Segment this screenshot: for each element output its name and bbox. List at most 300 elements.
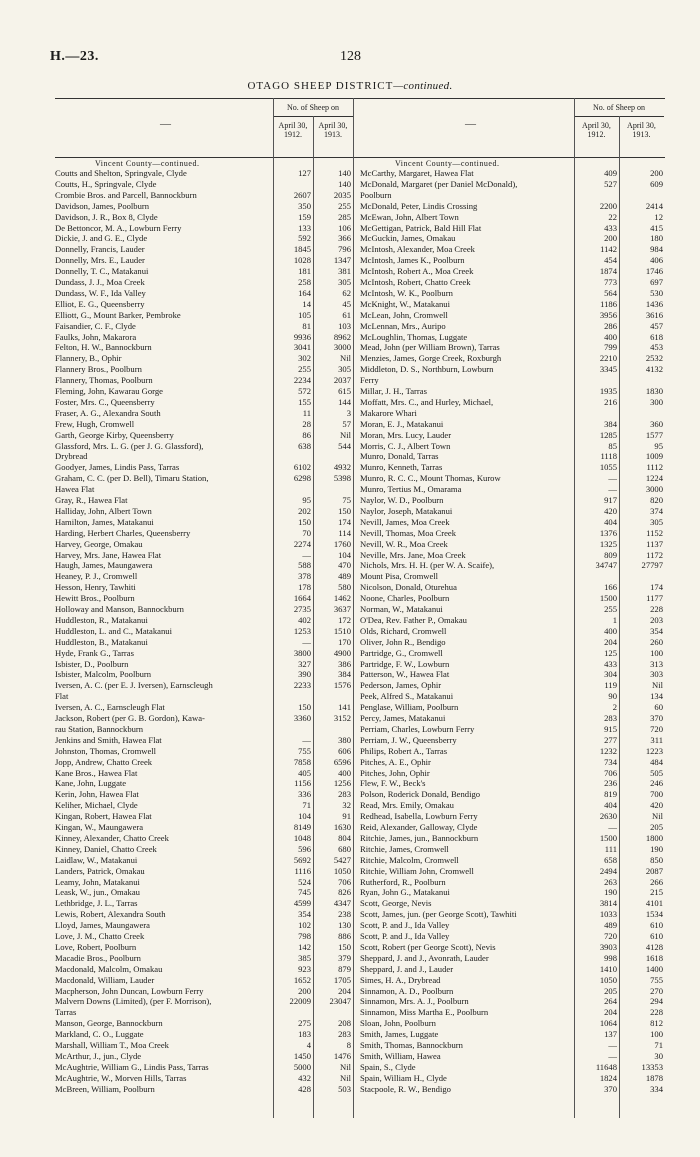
sheep-count-1913: 228 — [650, 604, 663, 614]
sheep-count-1913: 100 — [650, 647, 663, 658]
sheep-count-1913: 2414 — [645, 200, 663, 211]
table-row — [360, 310, 665, 320]
owner-name: Heaney, P. J., Cromwell — [55, 571, 138, 582]
owner-name: Munro, Kenneth, Tarras — [360, 462, 443, 473]
sheep-count-1913: 1050 — [333, 865, 351, 876]
sheep-count-1913: 1534 — [645, 909, 663, 920]
sheep-count-1912: 327 — [298, 658, 311, 669]
sheep-count-1913: 1618 — [645, 952, 663, 963]
owner-name: Hyde, Frank G., Tarras — [55, 647, 134, 658]
table-row — [55, 822, 355, 832]
sheep-count-1913: 2037 — [333, 375, 351, 386]
sheep-count-1912: 2233 — [293, 680, 311, 691]
sheep-count-1913: 3152 — [333, 713, 351, 723]
sheep-count-1912: 1376 — [599, 527, 617, 538]
table-row — [360, 342, 665, 352]
sheep-count-1913: 4932 — [333, 462, 351, 473]
sheep-count-1912: 1500 — [599, 832, 617, 843]
owner-name: Johnston, Thomas, Cromwell — [55, 745, 157, 756]
sheep-count-1913: 57 — [342, 418, 351, 429]
sheep-count-1912: 1116 — [294, 865, 311, 876]
sheep-count-1912: 166 — [604, 582, 617, 593]
sheep-count-1912: 1050 — [599, 974, 617, 985]
sheep-count-1913: 1705 — [333, 974, 351, 985]
owner-name: McIntosh, Robert, Chatto Creek — [360, 277, 471, 287]
page-number: 128 — [340, 49, 361, 64]
owner-name: Moran, E. J., Matakanui — [360, 418, 444, 429]
table-row — [55, 332, 355, 342]
table-row — [55, 397, 355, 407]
owner-name: Marshall, William T., Moa Creek — [55, 1040, 169, 1050]
owner-name: Pitches, John, Ophir — [360, 767, 430, 778]
table-row — [55, 299, 355, 309]
sheep-count-1912: 404 — [604, 800, 617, 811]
sheep-count-1912: 370 — [604, 1083, 617, 1094]
sheep-count-1913: 503 — [338, 1083, 351, 1094]
owner-name: Glassford, Mrs. L. G. (per J. G. Glassford), — [55, 440, 204, 451]
owner-name: Olds, Richard, Cromwell — [360, 625, 447, 636]
sheep-count-1913: 270 — [650, 985, 663, 996]
sheep-count-1912: — — [608, 1050, 617, 1061]
sheep-count-1913: 606 — [338, 745, 351, 756]
left-section-heading: Vincent County—continued. — [95, 159, 200, 168]
owner-name: Neville, Mrs. Jane, Moa Creek — [360, 549, 466, 560]
table-row — [360, 560, 665, 570]
sheep-count-1912: — — [302, 636, 311, 647]
table-row — [360, 1084, 665, 1094]
sheep-count-1912: 400 — [604, 331, 617, 342]
owner-name: Sheppard, J. and J., Lauder — [360, 963, 454, 974]
owner-name: McGuckin, James, Omakau — [360, 233, 456, 244]
owner-name: Dundass, J. J., Moa Creek — [55, 277, 145, 287]
table-row — [360, 484, 665, 494]
owner-name: Kerin, John, Hawea Flat — [55, 789, 139, 800]
sheep-count-1913: 505 — [650, 767, 663, 778]
sheep-count-1912: — — [608, 473, 617, 484]
owner-name: Kane, John, Luggate — [55, 778, 127, 789]
sheep-count-1912: 1845 — [293, 244, 311, 255]
owner-name: Fleming, John, Kawarau Gorge — [55, 386, 163, 396]
owner-name: Kinney, Daniel, Chatto Creek — [55, 843, 157, 854]
sheep-count-1912: 70 — [302, 527, 311, 538]
sheep-count-1913: 381 — [338, 266, 351, 277]
owner-name: Iversen, A. C., Earnscleugh Flat — [55, 702, 165, 713]
table-row — [360, 931, 665, 941]
sheep-count-1912: 1652 — [293, 974, 311, 985]
owner-name: Macpherson, John Duncan, Lowburn Ferry — [55, 985, 204, 996]
sheep-count-1913: 379 — [338, 952, 351, 963]
owner-name: Tarras — [55, 1007, 77, 1018]
table-row — [55, 1073, 355, 1083]
table-row — [55, 866, 355, 876]
sheep-count-1912: 1824 — [599, 1072, 617, 1083]
owner-name: Stacpoole, R. W., Bendigo — [360, 1083, 451, 1094]
sheep-count-1913: 384 — [338, 669, 351, 680]
sheep-count-1913: 144 — [338, 396, 351, 407]
sheep-count-1913: 283 — [338, 789, 351, 800]
table-row — [55, 179, 355, 189]
sheep-count-1913: 544 — [338, 440, 351, 451]
sheep-count-1912: 200 — [298, 985, 311, 996]
sheep-count-1913: 796 — [338, 244, 351, 255]
table-row — [55, 768, 355, 778]
sheep-count-1912: 527 — [604, 178, 617, 189]
sheep-count-1913: 283 — [338, 1029, 351, 1040]
sheep-count-1912: 283 — [604, 713, 617, 723]
sheep-count-1913: 141 — [338, 702, 351, 713]
owner-name: Scott, George, Nevis — [360, 898, 432, 909]
table-row — [360, 1051, 665, 1061]
owner-name: Rutherford, R., Poolburn — [360, 876, 446, 887]
owner-name: Love, Robert, Poolburn — [55, 941, 137, 952]
owner-name: Kingan, Robert, Hawea Flat — [55, 811, 152, 822]
owner-name: Nichols, Mrs. H. H. (per W. A. Scaife), — [360, 560, 495, 571]
sheep-count-1912: 104 — [298, 811, 311, 822]
sheep-count-1912: 304 — [604, 669, 617, 680]
table-row — [360, 822, 665, 832]
table-row — [55, 190, 355, 200]
table-row — [55, 920, 355, 930]
owner-name: Noone, Charles, Poolburn — [360, 593, 450, 604]
sheep-count-1912: 799 — [604, 342, 617, 353]
sheep-count-1913: 680 — [338, 843, 351, 854]
table-row — [360, 920, 665, 930]
sheep-count-1913: 484 — [650, 756, 663, 767]
table-row — [55, 746, 355, 756]
owner-name: Lewis, Robert, Alexandra South — [55, 909, 166, 920]
sheep-count-1913: 1223 — [645, 745, 663, 756]
table-row — [360, 212, 665, 222]
owner-name: Mount Pisa, Cromwell — [360, 571, 439, 582]
table-row — [360, 1073, 665, 1083]
table-row — [360, 626, 665, 636]
sheep-count-1912: — — [608, 822, 617, 832]
owner-name: Penglase, William, Poolburn — [360, 702, 459, 713]
table-row — [360, 332, 665, 342]
owner-name: Markland, C. O., Luggate — [55, 1029, 144, 1040]
sheep-count-1912: 102 — [298, 920, 311, 931]
owner-name: Scott, James, jun. (per George Scott), Tawhiti — [360, 909, 517, 920]
sheep-count-1913: 879 — [338, 963, 351, 974]
sheep-count-1913: 3000 — [645, 484, 663, 495]
sheep-count-1912: 1033 — [599, 909, 617, 920]
sheep-count-1912: 86 — [302, 429, 311, 440]
sheep-count-1913: Nil — [652, 811, 663, 822]
owner-name: McIntosh, Alexander, Moa Creek — [360, 244, 475, 255]
table-row — [360, 768, 665, 778]
table-row — [55, 539, 355, 549]
table-row — [360, 953, 665, 963]
sheep-count-1912: — — [302, 734, 311, 745]
sheep-count-1913: 190 — [650, 843, 663, 854]
report-code: H.—23. — [50, 49, 99, 64]
sheep-count-1913: 812 — [650, 1018, 663, 1029]
table-row — [360, 887, 665, 897]
sheep-count-1913: 200 — [650, 168, 663, 178]
sheep-count-1913: 820 — [650, 495, 663, 505]
owner-name: Lloyd, James, Maungawera — [55, 920, 150, 931]
owner-name: De Bettoncor, M. A., Lowburn Ferry — [55, 222, 182, 233]
owner-name: McCarthy, Margaret, Hawea Flat — [360, 168, 474, 178]
sheep-count-1912: 1253 — [293, 625, 311, 636]
owner-name: Kane Bros., Hawea Flat — [55, 767, 138, 778]
table-row — [360, 757, 665, 767]
table-row — [55, 353, 355, 363]
owner-name: Crombie Bros. and Parcell, Bannockburn — [55, 189, 197, 200]
owner-name: Kinney, Alexander, Chatto Creek — [55, 832, 169, 843]
sheep-count-1913: 1462 — [333, 593, 351, 604]
owner-name: Ritchie, Malcolm, Cromwell — [360, 854, 459, 865]
table-row — [55, 964, 355, 974]
sheep-count-1913: 826 — [338, 887, 351, 898]
owner-name: Felton, H. W., Bannockburn — [55, 342, 152, 353]
sheep-count-1913: 1576 — [333, 680, 351, 691]
owner-name: McKnight, W., Matakanui — [360, 298, 450, 309]
table-row — [55, 1018, 355, 1028]
sheep-count-1912: 1186 — [600, 298, 617, 309]
sheep-count-1912: 1048 — [293, 832, 311, 843]
owner-name: Frew, Hugh, Cromwell — [55, 418, 135, 429]
table-row — [360, 441, 665, 451]
sheep-count-1913: 294 — [650, 996, 663, 1007]
table-row — [360, 223, 665, 233]
sheep-count-1913: 1830 — [645, 386, 663, 396]
owner-name: Nicolson, Donald, Oturehua — [360, 582, 457, 593]
owner-name: Leamy, John, Matakanui — [55, 876, 140, 887]
owner-name: Keliher, Michael, Clyde — [55, 800, 138, 811]
table-row — [55, 550, 355, 560]
owner-name: Nevill, W. R., Moa Creek — [360, 538, 448, 549]
sheep-count-1912: 915 — [604, 723, 617, 734]
sheep-count-1912: 336 — [298, 789, 311, 800]
sheep-count-1912: 1664 — [293, 593, 311, 604]
sheep-count-1913: 720 — [650, 723, 663, 734]
sheep-count-1913: 215 — [650, 887, 663, 898]
table-row — [360, 855, 665, 865]
sheep-count-1913: 615 — [338, 386, 351, 396]
sheep-count-1912: 3360 — [293, 713, 311, 723]
owner-name: Malvern Downs (Limited), (per F. Morrison), — [55, 996, 212, 1007]
sheep-count-1913: 32 — [342, 800, 351, 811]
sheep-count-1912: 572 — [298, 386, 311, 396]
owner-name: Redhead, Isabella, Lowburn Ferry — [360, 811, 478, 822]
table-row — [360, 495, 665, 505]
table-row — [360, 996, 665, 1006]
sheep-count-1913: 150 — [338, 941, 351, 952]
table-row — [55, 484, 355, 494]
sheep-count-1913: 100 — [650, 1029, 663, 1040]
sheep-count-1913: 246 — [650, 778, 663, 789]
table-row — [360, 833, 665, 843]
sheep-count-1912: 264 — [604, 996, 617, 1007]
owner-name: Partridge, F. W., Lowburn — [360, 658, 450, 669]
sheep-count-1913: 305 — [338, 277, 351, 287]
owner-name: Munro, R. C. C., Mount Thomas, Kurow — [360, 473, 501, 484]
sheep-count-1913: 180 — [650, 233, 663, 244]
owner-name: Ritchie, James, jun., Bannockburn — [360, 832, 479, 843]
table-row — [55, 986, 355, 996]
sheep-count-1912: 428 — [298, 1083, 311, 1094]
sheep-count-1913: 208 — [338, 1018, 351, 1029]
owner-name: Naylor, Joseph, Matakanui — [360, 505, 453, 516]
sheep-count-1913: 380 — [338, 734, 351, 745]
sheep-count-1912: 275 — [298, 1018, 311, 1029]
table-row — [55, 680, 355, 690]
table-row — [55, 342, 355, 352]
sheep-count-1912: 14 — [302, 298, 311, 309]
owner-name: McLoughlin, Thomas, Luggate — [360, 331, 468, 342]
table-row — [360, 669, 665, 679]
sheep-count-1913: 374 — [650, 505, 663, 516]
owner-name: Moffatt, Mrs. C., and Hurley, Michael, — [360, 396, 494, 407]
sheep-count-1912: 2234 — [293, 375, 311, 386]
sheep-count-1912: 384 — [604, 418, 617, 429]
table-row — [360, 866, 665, 876]
owner-name: Read, Mrs. Emily, Omakau — [360, 800, 454, 811]
sheep-count-1912: 200 — [604, 233, 617, 244]
sheep-count-1912: 2494 — [599, 865, 617, 876]
sheep-count-1912: 3903 — [599, 941, 617, 952]
sheep-count-1912: 385 — [298, 952, 311, 963]
sheep-count-1913: 104 — [338, 549, 351, 560]
sheep-count-1912: 420 — [604, 505, 617, 516]
sheep-count-1913: 4900 — [333, 647, 351, 658]
table-row — [55, 528, 355, 538]
sheep-count-1912: 150 — [298, 702, 311, 713]
table-row — [360, 942, 665, 952]
sheep-count-1912: 111 — [604, 843, 617, 854]
sheep-count-1913: 489 — [338, 571, 351, 582]
table-row — [55, 877, 355, 887]
table-row — [55, 713, 355, 723]
sheep-count-1913: 1172 — [646, 549, 663, 560]
sheep-count-1913: 3000 — [333, 342, 351, 353]
owner-name: Perriam, Charles, Lowburn Ferry — [360, 723, 475, 734]
sheep-count-1913: 2087 — [645, 865, 663, 876]
owner-name: McArthur, J., jun., Clyde — [55, 1050, 142, 1061]
table-row — [55, 266, 355, 276]
sheep-count-1913: 140 — [338, 178, 351, 189]
sheep-count-1913: 360 — [650, 418, 663, 429]
table-row — [360, 789, 665, 799]
sheep-count-1913: 140 — [338, 168, 351, 178]
owner-name: Munro, Donald, Tarras — [360, 451, 439, 462]
table-row — [55, 942, 355, 952]
sheep-count-1912: 263 — [604, 876, 617, 887]
sheep-count-1912: — — [302, 549, 311, 560]
sheep-count-1913: 354 — [650, 625, 663, 636]
table-row — [55, 789, 355, 799]
sheep-count-1912: 125 — [604, 647, 617, 658]
table-row — [55, 953, 355, 963]
sheep-count-1912: 7858 — [293, 756, 311, 767]
owner-name: Jopp, Andrew, Chatto Creek — [55, 756, 153, 767]
sheep-count-1912: 433 — [604, 222, 617, 233]
owner-name: Elliot, E. G., Queensberry — [55, 298, 145, 309]
table-row — [55, 1084, 355, 1094]
owner-name: Scott, P. and J., Ida Valley — [360, 931, 450, 941]
sheep-count-1913: 134 — [650, 691, 663, 702]
sheep-count-1913: 453 — [650, 342, 663, 353]
sheep-count-1913: 3616 — [645, 309, 663, 320]
sheep-count-1913: 228 — [650, 1007, 663, 1018]
sheep-count-1912: 1935 — [599, 386, 617, 396]
owner-name: Spain, William H., Clyde — [360, 1072, 447, 1083]
table-row — [55, 495, 355, 505]
owner-name: McDonald, Margaret (per Daniel McDonald), — [360, 178, 518, 189]
owner-name: O'Dea, Rev. Father P., Omakau — [360, 614, 467, 625]
owner-name: Scott, Robert (per George Scott), Nevis — [360, 941, 496, 952]
owner-name: Hewitt Bros., Poolburn — [55, 593, 135, 604]
right-section-heading: Vincent County—continued. — [395, 159, 500, 168]
table-row — [360, 462, 665, 472]
sheep-count-1912: 8149 — [293, 822, 311, 832]
table-row — [55, 408, 355, 418]
table-row — [360, 659, 665, 669]
left-group-header: No. of Sheep on — [287, 103, 339, 112]
sheep-count-1912: 405 — [298, 767, 311, 778]
sheep-count-1912: — — [608, 484, 617, 495]
sheep-count-1913: 106 — [338, 222, 351, 233]
table-row — [55, 277, 355, 287]
sheep-count-1913: 174 — [650, 582, 663, 593]
sheep-count-1913: 1400 — [645, 963, 663, 974]
owner-name: Landers, Patrick, Omakau — [55, 865, 145, 876]
owner-name: Macdonald, William, Lauder — [55, 974, 155, 985]
sheep-count-1912: 71 — [302, 800, 311, 811]
table-row — [55, 364, 355, 374]
sheep-count-1912: 432 — [298, 1072, 311, 1083]
table-row — [55, 637, 355, 647]
owner-name: Lethbridge, J. L., Tarras — [55, 898, 138, 909]
table-row — [55, 855, 355, 865]
sheep-count-1913: 174 — [338, 516, 351, 527]
table-row — [55, 244, 355, 254]
owner-name: Faulks, John, Makarora — [55, 331, 137, 342]
sheep-count-1913: 366 — [338, 233, 351, 244]
table-row — [360, 550, 665, 560]
table-row — [360, 964, 665, 974]
owner-name: Flannery, B., Ophir — [55, 353, 122, 364]
sheep-count-1913: 1224 — [645, 473, 663, 484]
table-row — [360, 975, 665, 985]
sheep-count-1912: 181 — [298, 266, 311, 277]
table-row — [360, 724, 665, 734]
owner-name: Huddleston, L. and C., Matakanui — [55, 625, 172, 636]
table-row — [360, 1062, 665, 1072]
sheep-count-1913: 60 — [654, 702, 663, 713]
table-row — [360, 321, 665, 331]
table-row — [55, 310, 355, 320]
table-row — [360, 648, 665, 658]
table-row — [55, 462, 355, 472]
table-row — [55, 451, 355, 461]
table-row — [360, 451, 665, 461]
table-row — [360, 233, 665, 243]
sheep-count-1912: 1055 — [599, 462, 617, 473]
table-row — [55, 604, 355, 614]
table-row — [360, 637, 665, 647]
sheep-count-1912: 255 — [298, 364, 311, 375]
right-col2-header: April 30, 1913. — [627, 121, 656, 139]
sheep-count-1913: Nil — [340, 429, 351, 440]
sheep-count-1912: 236 — [604, 778, 617, 789]
sheep-count-1913: 2532 — [645, 353, 663, 364]
sheep-count-1912: 6298 — [293, 473, 311, 484]
sheep-count-1912: 90 — [608, 691, 617, 702]
sheep-count-1913: 755 — [650, 974, 663, 985]
sheep-count-1913: 530 — [650, 287, 663, 298]
